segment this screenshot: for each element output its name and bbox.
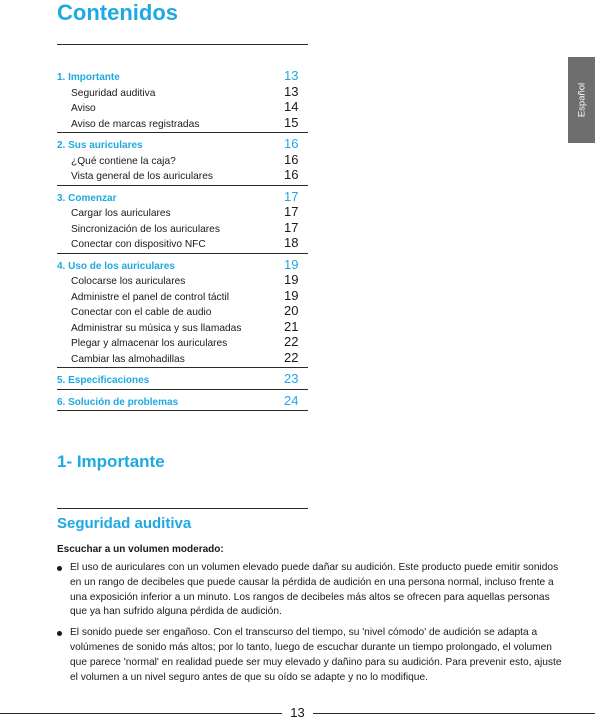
toc-entry[interactable]: [57, 272, 308, 288]
toc-entry-label: Cargar los auriculares: [71, 208, 171, 219]
toc-heading-page: 24: [284, 392, 299, 408]
toc-entry-page: 19: [284, 272, 299, 287]
toc-entry-page: 22: [284, 349, 299, 365]
toc-entry[interactable]: [57, 319, 308, 335]
toc-entry-label: Conectar con el cable de audio: [71, 307, 212, 318]
toc-heading[interactable]: [57, 393, 308, 409]
toc-entry-label: Administrar su música y sus llamadas: [71, 322, 242, 334]
toc-entry-label: Sincronización de los auriculares: [71, 223, 220, 235]
toc-entry-page: 16: [284, 151, 299, 167]
toc-heading-page: 17: [284, 188, 299, 204]
footer-rule-left: [0, 713, 282, 714]
toc-entry[interactable]: [57, 167, 308, 183]
toc-heading[interactable]: [57, 189, 308, 205]
toc-entry-label: Aviso de marcas registradas: [71, 118, 200, 130]
toc-section: [57, 254, 308, 369]
toc-entry[interactable]: [57, 152, 308, 168]
toc-entry-label: Cambiar las almohadillas: [71, 353, 185, 365]
toc-entry-page: 20: [284, 303, 299, 318]
toc-entry-page: 17: [284, 219, 299, 235]
toc-entry-page: 14: [284, 99, 299, 114]
toc-entry-page: 21: [284, 318, 299, 334]
toc-heading-label: 6. Solución de problemas: [57, 396, 179, 408]
toc-heading-label: 2. Sus auriculares: [57, 140, 143, 151]
toc-section: [57, 65, 308, 133]
toc-entry-page: 13: [284, 83, 299, 99]
toc-entry[interactable]: [57, 204, 308, 220]
toc-entry[interactable]: [57, 220, 308, 236]
bullet-list: [57, 561, 567, 691]
toc-heading[interactable]: [57, 68, 308, 84]
toc-heading-label: 1. Importante: [57, 72, 120, 83]
bullet-text: El uso de auriculares con un volumen elevado puede dañar su audición. Este producto puede emitir sonidos en un rango de decibeles que puede causar la pérdida de audición en una persona normal, incluso frente a una exposición inferior a un minuto. Los rangos de decibeles más altos se ofrecen para aquellas personas que ya han sufrido alguna pérdida de audición.: [70, 562, 559, 618]
toc-heading-page: 19: [284, 256, 299, 272]
toc-entry-label: ¿Qué contiene la caja?: [71, 155, 176, 167]
toc-section: [57, 133, 308, 186]
toc-entry[interactable]: [57, 99, 308, 115]
toc-heading-label: 3. Comenzar: [57, 192, 117, 204]
toc-entry[interactable]: [57, 334, 308, 350]
toc-entry[interactable]: [57, 235, 308, 251]
toc-entry-label: Seguridad auditiva: [71, 87, 156, 99]
toc-heading-page: 23: [284, 371, 299, 386]
toc-entry-page: 19: [284, 287, 299, 303]
bullet-icon: [57, 566, 62, 571]
toc-entry-page: 22: [284, 334, 299, 349]
toc-heading-page: 13: [284, 68, 299, 83]
section-rule: [57, 508, 308, 509]
toc-heading[interactable]: [57, 371, 308, 387]
toc-entry[interactable]: [57, 350, 308, 366]
bullet-text: El sonido puede ser engañoso. Con el transcurso del tiempo, su 'nivel cómodo' de audición se adapta a volúmenes de sonido más altos; por lo tanto, luego de escuchar durante un tiempo prolongado, el volumen que parece 'normal' en realidad puede ser muy elevado y dañino para su audición. Para prevenir esto, ajuste el volumen a un nivel seguro antes de que su oído se adapte y no lo modifique.: [70, 627, 562, 683]
toc-entry-label: Conectar con dispositivo NFC: [71, 239, 206, 250]
language-tab-label: Español: [576, 82, 587, 118]
page-number: 13: [290, 705, 305, 719]
footer-rule-right: [313, 713, 595, 714]
language-tab: [568, 57, 595, 143]
toc-entry[interactable]: [57, 303, 308, 319]
toc-section: [57, 390, 308, 412]
toc-section: [57, 186, 308, 254]
toc-entry-label: Colocarse los auriculares: [71, 276, 186, 287]
toc-heading[interactable]: [57, 257, 308, 273]
bullet-icon: [57, 631, 62, 636]
toc-heading-label: 4. Uso de los auriculares: [57, 260, 175, 272]
toc-heading-label: 5. Especificaciones: [57, 375, 150, 386]
toc-section: [57, 368, 308, 390]
toc-entry[interactable]: [57, 115, 308, 131]
toc-entry-page: 17: [284, 204, 299, 219]
subheading: Escuchar a un volumen moderado:: [57, 544, 224, 555]
toc-entry-page: 16: [284, 167, 299, 182]
toc-entry-page: 15: [284, 114, 299, 130]
toc-heading-page: 16: [284, 136, 299, 151]
toc-entry[interactable]: [57, 288, 308, 304]
bullet-item: [57, 561, 567, 620]
toc-entry-label: Plegar y almacenar los auriculares: [71, 338, 228, 349]
toc-entry-label: Administre el panel de control táctil: [71, 291, 229, 303]
toc-heading[interactable]: [57, 136, 308, 152]
toc-entry-label: Aviso: [71, 103, 96, 114]
chapter-title: 1- Importante: [57, 452, 165, 471]
toc-entry[interactable]: [57, 84, 308, 100]
page-title: Contenidos: [57, 0, 178, 25]
toc-entry-label: Vista general de los auriculares: [71, 171, 213, 182]
section-title: Seguridad auditiva: [57, 515, 192, 532]
toc-entry-page: 18: [284, 235, 299, 250]
page-footer: [0, 707, 595, 719]
bullet-item: [57, 626, 567, 685]
table-of-contents: [57, 44, 308, 411]
